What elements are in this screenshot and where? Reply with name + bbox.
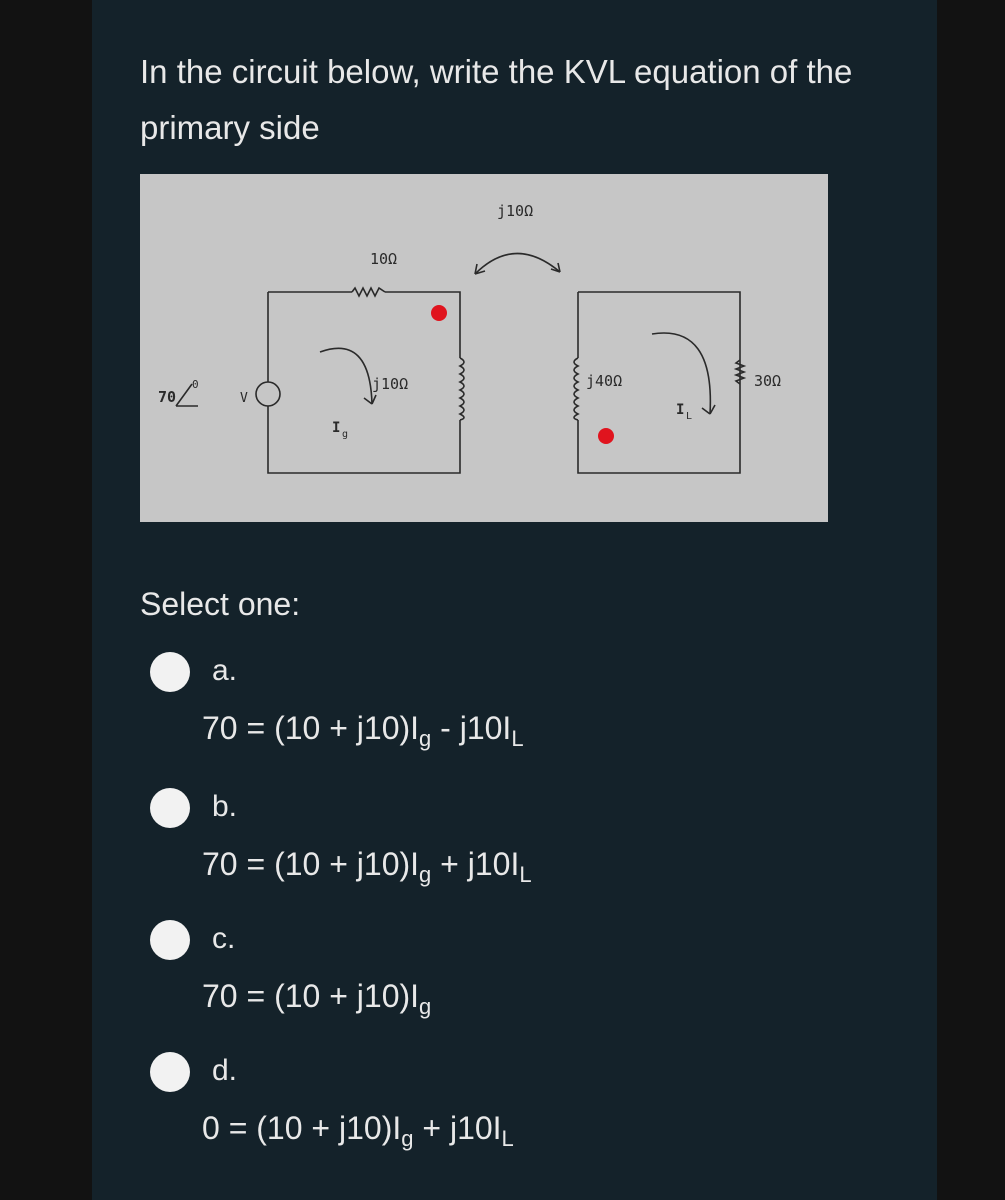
secondary-current-symbol: I — [676, 402, 685, 418]
primary-polarity-dot — [431, 305, 447, 321]
source-unit-label: V — [240, 391, 248, 406]
select-one-label: Select one: — [140, 586, 301, 622]
secondary-current-arrowhead — [702, 405, 715, 414]
load-resistor-label: 30Ω — [754, 372, 782, 390]
primary-inductor — [460, 358, 464, 420]
voltage-source — [256, 382, 280, 406]
radio-b[interactable] — [150, 788, 190, 828]
radio-a[interactable] — [150, 652, 190, 692]
mutual-coupling-arc — [475, 253, 560, 274]
option-letter: d. — [212, 1054, 238, 1087]
series-resistor-label: 10Ω — [370, 250, 398, 268]
source-angle-label: 0 — [192, 378, 199, 391]
primary-current-arrowhead — [364, 395, 376, 404]
option-equation: $70 = (10 + j10)I_g - j10I_L$ — [202, 710, 524, 751]
primary-reactance-label: j10Ω — [372, 375, 409, 393]
secondary-polarity-dot — [598, 428, 614, 444]
series-resistor — [352, 288, 385, 296]
bottom-wire-primary — [268, 406, 460, 473]
radio-d[interactable] — [150, 1052, 190, 1092]
option-equation: $70 = (10 + j10)I_g + j10I_L$ — [202, 846, 532, 887]
secondary-inductor — [574, 358, 578, 420]
left-margin — [0, 0, 92, 1200]
option-b[interactable] — [150, 788, 850, 898]
option-c[interactable] — [150, 920, 850, 1030]
option-letter: a. — [212, 654, 238, 687]
right-margin — [937, 0, 1005, 1200]
radio-c[interactable] — [150, 920, 190, 960]
primary-current-symbol: I — [332, 420, 341, 436]
secondary-reactance-label: j40Ω — [586, 372, 623, 390]
primary-current-sub: g — [342, 429, 349, 440]
question-text: In the circuit below, write the KVL equation of the primary side — [140, 53, 853, 146]
option-equation: $0 = (10 + j10)I_g + j10I_L$ — [202, 1110, 514, 1151]
option-equation: $70 = (10 + j10)I_g$ — [202, 978, 432, 1019]
secondary-current-sub: L — [686, 411, 693, 422]
primary-current-arc — [320, 348, 372, 404]
top-wire-right — [385, 292, 460, 358]
mutual-reactance-label: j10Ω — [497, 202, 534, 220]
option-letter: b. — [212, 790, 238, 823]
option-a[interactable] — [150, 652, 850, 762]
option-letter: c. — [212, 922, 236, 955]
option-d[interactable] — [150, 1052, 850, 1162]
source-magnitude-label: 70 — [158, 388, 177, 406]
circuit-diagram — [140, 174, 828, 522]
circuit-figure — [140, 174, 828, 522]
